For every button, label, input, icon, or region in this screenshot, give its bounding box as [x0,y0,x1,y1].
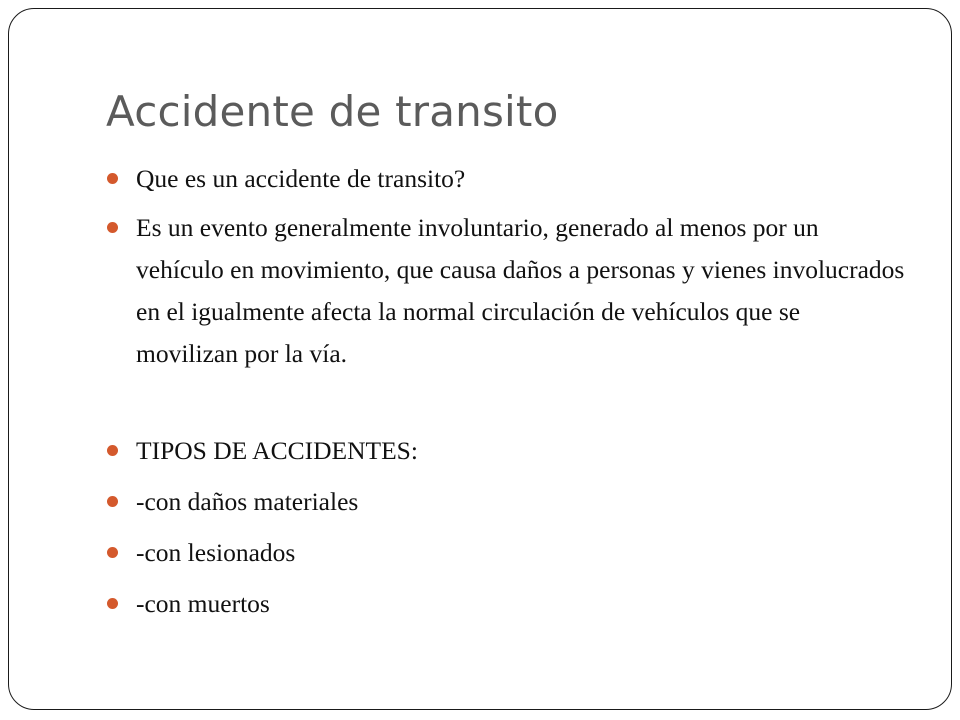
bullet-item [107,532,907,574]
bullet-dot-icon [107,173,118,184]
bullet-text: -con daños materiales [136,487,359,516]
bullet-list [107,158,907,625]
bullet-dot-icon [107,547,118,558]
bullet-dot-icon [107,445,118,456]
bullet-item [107,583,907,625]
bullet-item [107,481,907,523]
bullet-dot-icon [107,598,118,609]
bullet-item [107,207,907,375]
bullet-dot-icon [107,222,118,233]
bullet-text: Que es un accidente de transito? [136,164,466,193]
bullet-text: -con lesionados [136,538,296,567]
bullet-dot-icon [107,496,118,507]
bullet-item [107,430,907,472]
slide-title: Accidente de transito [106,87,559,136]
bullet-text: -con muertos [136,589,270,618]
bullet-text: Es un evento generalmente involuntario, generado al menos por un vehículo en movimiento, que causa daños a personas y vienes involucrados en el igualmente afecta la normal circulación de vehículos que se movilizan por la vía. [136,213,905,368]
bullet-item [107,158,907,200]
bullet-text: TIPOS DE ACCIDENTES: [136,436,418,465]
